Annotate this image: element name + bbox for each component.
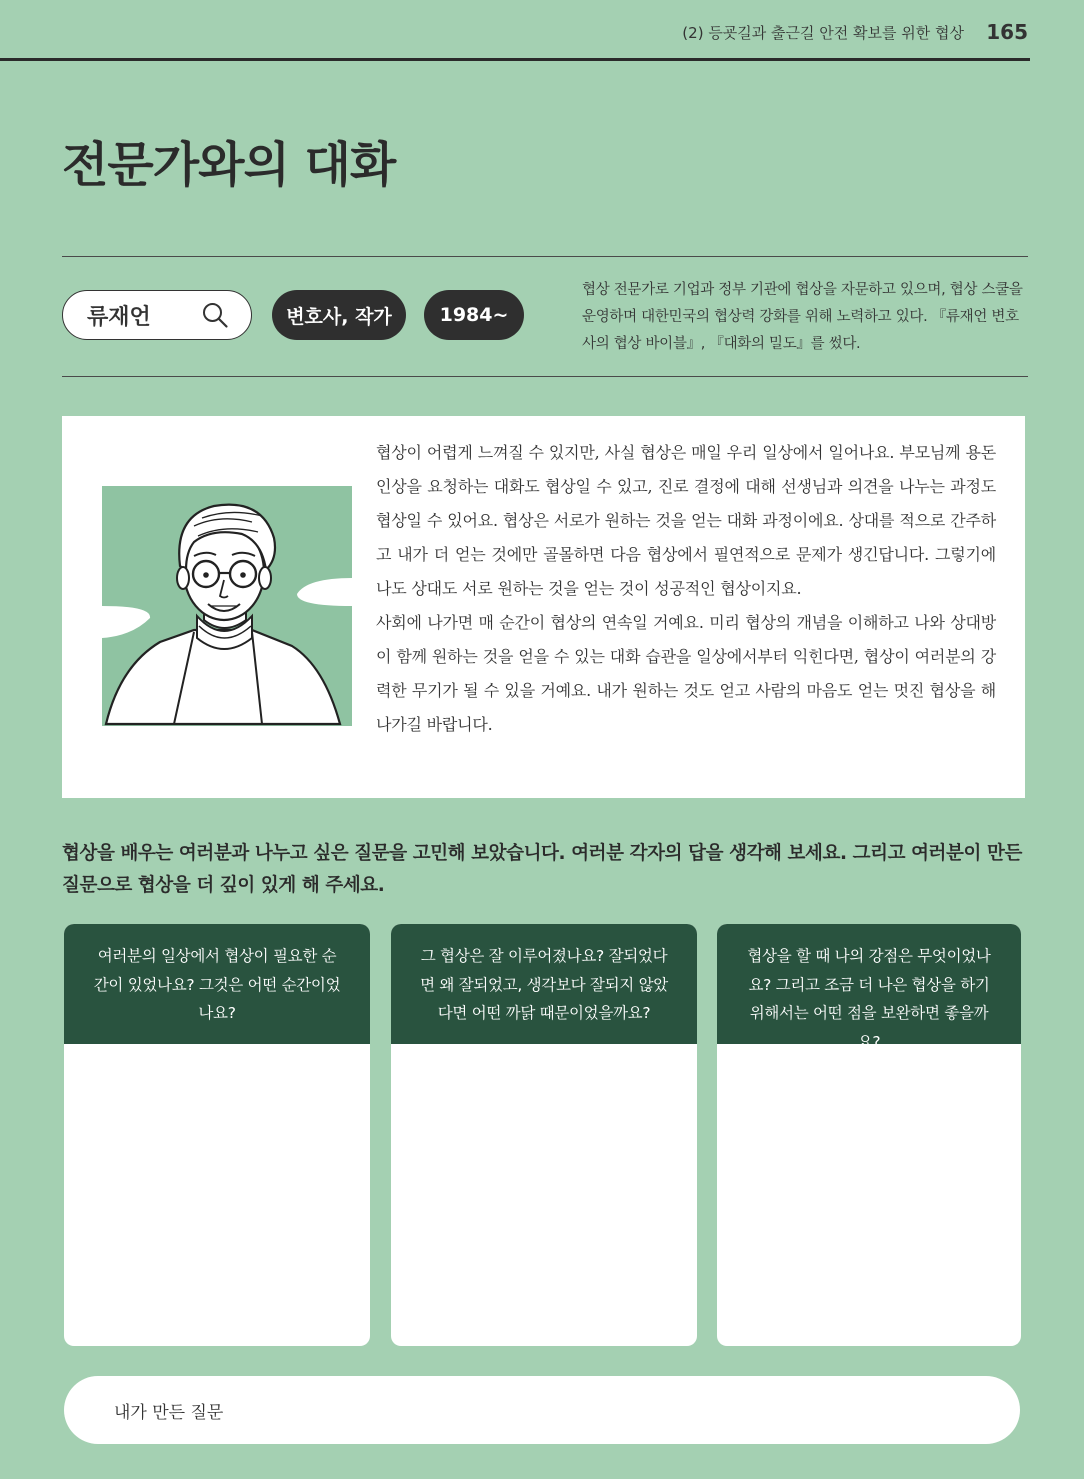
answer-area[interactable]	[391, 1044, 697, 1346]
occupation-badge: 변호사, 작가	[272, 290, 406, 340]
page-number: 165	[986, 20, 1028, 44]
page-title: 전문가와의 대화	[62, 137, 396, 193]
question-card-header: 그 협상은 잘 이루어졌나요? 잘되었다면 왜 잘되었고, 생각보다 잘되지 않았다면 어떤 까닭 때문이었을까요?	[391, 924, 697, 1044]
section-title: (2) 등굣길과 출근길 안전 확보를 위한 협상	[682, 24, 964, 42]
header-divider	[0, 58, 1030, 61]
my-question-label: 내가 만든 질문	[114, 1402, 224, 1423]
interview-paragraph: 사회에 나가면 매 순간이 협상의 연속일 거예요. 미리 협상의 개념을 이해하고 나와 상대방이 함께 원하는 것을 얻을 수 있는 대화 습관을 일상에서부터 익힌다면, 협상이 여러분의 강력한 무기가 될 수 있을 거예요. 내가 원하는 것도 얻고 사람의 마음도 얻는 멋진 협상을 해 나가길 바랍니다.	[376, 613, 996, 734]
expert-bio: 협상 전문가로 기업과 정부 기관에 협상을 자문하고 있으며, 협상 스쿨을 운영하며 대한민국의 협상력 강화를 위해 노력하고 있다. 『류재언 변호사의 협상 바이블』, 『대화의 밀도』를 썼다.	[582, 282, 1023, 352]
expert-portrait-illustration	[102, 486, 352, 726]
divider-top	[62, 256, 1028, 257]
question-card-header: 협상을 할 때 나의 강점은 무엇이었나요? 그리고 조금 더 나은 협상을 하기 위해서는 어떤 점을 보완하면 좋을까요?	[717, 924, 1021, 1044]
interview-text	[376, 436, 996, 742]
question-card	[391, 924, 697, 1346]
question-prompt: 협상을 배우는 여러분과 나누고 싶은 질문을 고민해 보았습니다. 여러분 각자의 답을 생각해 보세요. 그리고 여러분이 만든 질문으로 협상을 더 깊이 있게 해 주세요.	[62, 843, 1022, 896]
divider-bottom	[62, 376, 1028, 377]
question-card	[717, 924, 1021, 1346]
expert-name: 류재언	[87, 304, 151, 330]
answer-area[interactable]	[717, 1044, 1021, 1346]
interview-box	[62, 416, 1025, 798]
expert-name-search-pill[interactable]	[62, 290, 252, 340]
question-card-header: 여러분의 일상에서 협상이 필요한 순간이 있었나요? 그것은 어떤 순간이었나요?	[64, 924, 370, 1044]
birth-year-badge: 1984~	[424, 290, 524, 340]
question-card	[64, 924, 370, 1346]
search-icon	[201, 301, 229, 329]
answer-area[interactable]	[64, 1044, 370, 1346]
my-question-field[interactable]	[64, 1376, 1020, 1444]
interview-paragraph: 협상이 어렵게 느껴질 수 있지만, 사실 협상은 매일 우리 일상에서 일어나요. 부모님께 용돈 인상을 요청하는 대화도 협상일 수 있고, 진로 결정에 대해 선생님과 의견을 나누는 과정도 협상일 수 있어요. 협상은 서로가 원하는 것을 얻는 대화 과정이에요. 상대를 적으로 간주하고 내가 더 얻는 것에만 골몰하면 다음 협상에서 필연적으로 문제가 생긴답니다. 그렇기에 나도 상대도 서로 원하는 것을 얻는 것이 성공적인 협상이지요.	[376, 443, 996, 598]
